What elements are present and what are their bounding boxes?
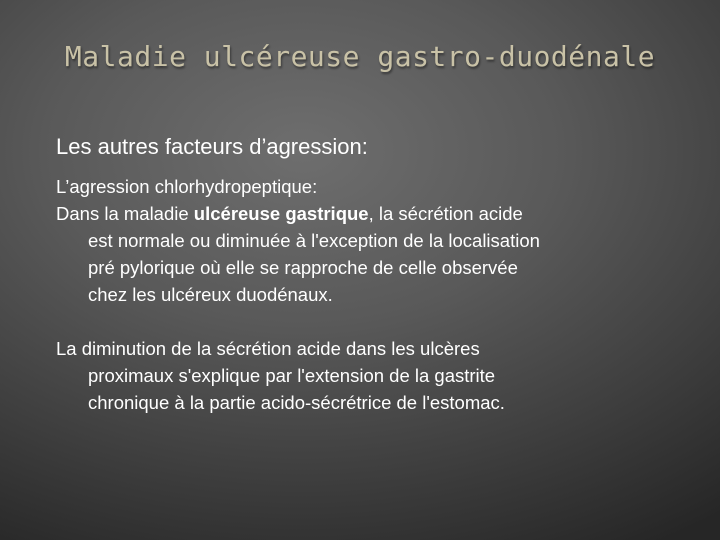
paragraph-line: chez les ulcéreux duodénaux. <box>88 284 333 305</box>
paragraph-line: est normale ou diminuée à l'exception de la localisation <box>88 230 540 251</box>
paragraph-line: proximaux s'explique par l'extension de la gastrite <box>88 365 496 386</box>
text-prefix: Dans la maladie <box>56 203 194 224</box>
paragraph-proximal-ulcers <box>56 335 696 416</box>
paragraph-line <box>56 200 696 227</box>
slide-body <box>56 132 696 416</box>
emphasis-text: ulcéreuse gastrique <box>193 203 369 224</box>
subheading: Les autres facteurs d’agression: <box>56 134 368 159</box>
text-suffix: , la sécrétion acide <box>368 203 523 224</box>
paragraph-line: chronique à la partie acido-sécrétrice de l'estomac. <box>88 392 505 413</box>
paragraph-line: La diminution de la sécrétion acide dans les ulcères <box>56 338 480 359</box>
section-heading: L’agression chlorhydropeptique: <box>56 176 318 197</box>
paragraph-gastric-ulcer <box>56 200 696 308</box>
slide-title: Maladie ulcéreuse gastro-duodénale <box>64 40 656 73</box>
spacer <box>56 308 696 335</box>
paragraph-line: pré pylorique où elle se rapproche de celle observée <box>88 257 518 278</box>
